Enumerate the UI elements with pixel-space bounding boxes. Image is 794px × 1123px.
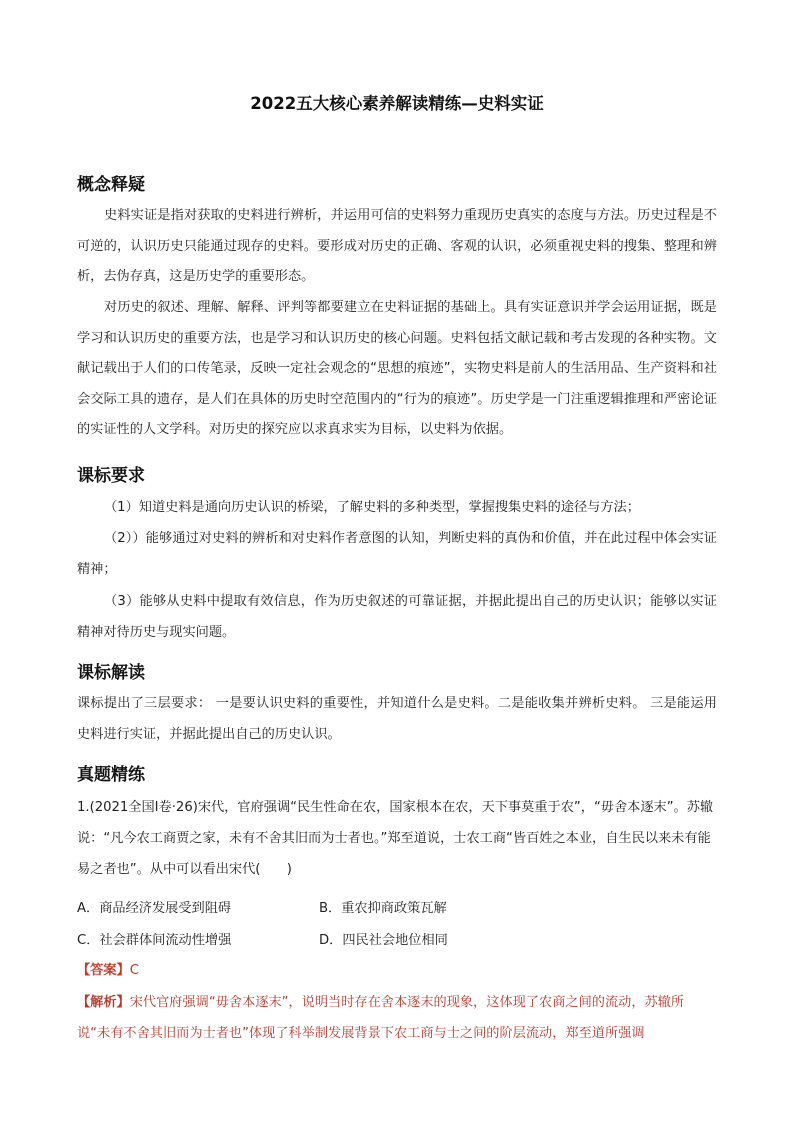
option-b: B．重农抑商政策瓦解 bbox=[319, 901, 447, 916]
analysis-text: 宋代官府强调“毋舍本逐末”，说明当时存在舍本逐末的现象，这体现了农商之间的流动，苏辙所说“未有不舍其旧而为士者也”体现了科举制发展背景下农工商与士之间的阶层流动，郑至道所强调 bbox=[77, 995, 685, 1041]
document-title: 2022五大核心素养解读精练—史料实证 bbox=[250, 94, 544, 113]
answer-tag: 【答案】 bbox=[77, 963, 130, 978]
section-heading-practice: 真题精练 bbox=[77, 765, 145, 785]
concept-paragraph-2: 对历史的叙述、理解、解释、评判等都要建立在史料证据的基础上。具有实证意识并学会运用证据，既是学习和认识历史的重要方法，也是学习和认识历史的核心问题。史料包括文献记载和考古发现的各种实物。文献记载出于人们的口传笔录，反映一定社会观念的“思想的痕迹”，实物史料是前人的生活用品、生产资料和社会交际工具的遗存，是人们在具体的历史时空范围内的“行为的痕迹”。历史学是一门注重逻辑推理和严密论证的实证性的人文学科。对历史的探究应以求真求实为目标，以史料为依据。 bbox=[77, 300, 717, 437]
analysis-tag: 【解析】 bbox=[77, 995, 130, 1010]
option-d: D．四民社会地位相同 bbox=[319, 933, 448, 948]
standard-item-2: （2））能够通过对史料的辨析和对史料作者意图的认知，判断史料的真伪和价值，并在此过程中体会实证精神； bbox=[77, 531, 717, 577]
interpret-paragraph: 课标提出了三层要求： 一是要认识史料的重要性，并知道什么是史料。二是能收集并辨析史料。 三是能运用史料进行实证，并据此提出自己的历史认识。 bbox=[77, 696, 717, 742]
option-a: A．商品经济发展受到阻碍 bbox=[77, 901, 232, 916]
section-heading-standard: 课标要求 bbox=[77, 466, 145, 486]
option-c: C．社会群体间流动性增强 bbox=[77, 933, 232, 948]
answer-line bbox=[77, 959, 139, 978]
standard-item-1: （1）知道史料是通向历史认识的桥梁，了解史料的多种类型，掌握搜集史料的途径与方法； bbox=[104, 500, 640, 515]
analysis-paragraph bbox=[77, 987, 717, 1049]
standard-item-3: （3）能够从史料中提取有效信息，作为历史叙述的可靠证据，并据此提出自己的历史认识；能够以实证精神对待历史与现实问题。 bbox=[77, 594, 717, 640]
section-heading-concept: 概念释疑 bbox=[77, 175, 145, 195]
question-stem: 1.(2021全国Ⅰ卷·26)宋代，官府强调“民生性命在农，国家根本在农，天下事莫重于农”，“毋舍本逐末”。苏辙说：“凡今农工商贾之家，未有不舍其旧而为士者也。”郑至道说，士农工商“皆百姓之本业，自生民以来未有能易之者也”。从中可以看出宋代( ) bbox=[77, 800, 714, 877]
section-heading-interpret: 课标解读 bbox=[77, 663, 145, 683]
answer-value: C bbox=[129, 963, 139, 978]
concept-paragraph-1: 史料实证是指对获取的史料进行辨析，并运用可信的史料努力重现历史真实的态度与方法。历史过程是不可逆的，认识历史只能通过现存的史料。要形成对历史的正确、客观的认识，必须重视史料的搜集、整理和辨析，去伪存真，这是历史学的重要形态。 bbox=[77, 208, 717, 284]
